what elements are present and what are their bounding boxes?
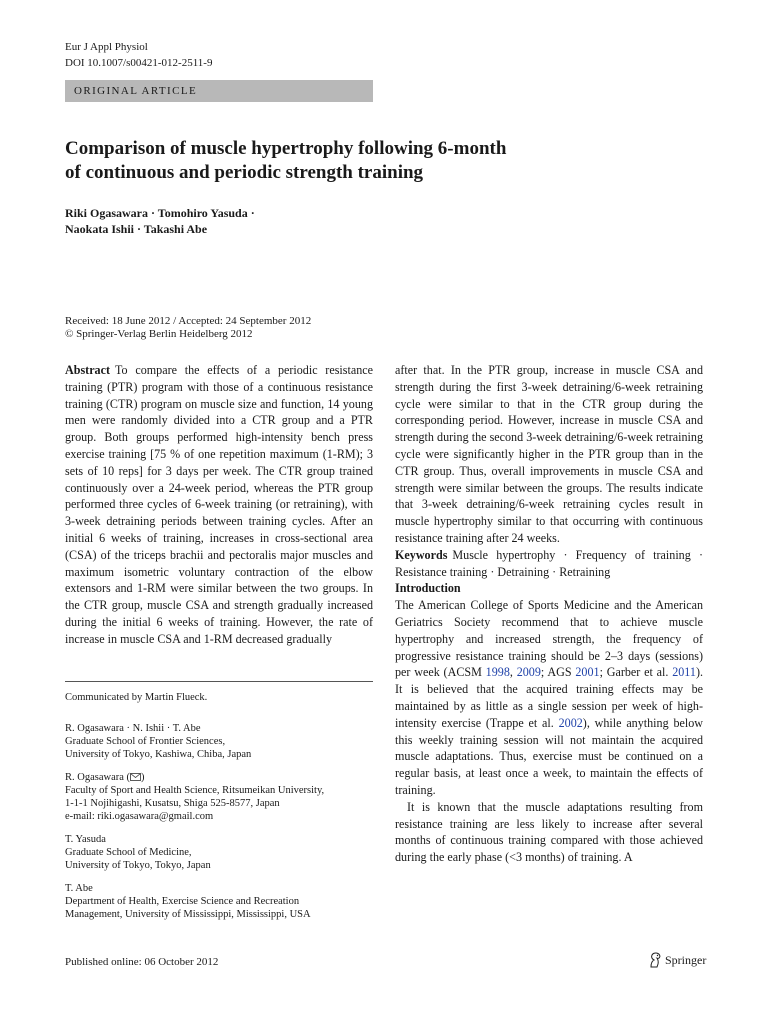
citation-link[interactable]: 1998	[485, 665, 510, 680]
keywords-text: Muscle hypertrophy · Frequency of training · Resistance training · Detraining · Retraining	[395, 547, 703, 579]
author-list	[65, 205, 465, 237]
affiliation-email: e-mail: riki.ogasawara@gmail.com	[65, 811, 214, 822]
publisher-name: Springer	[665, 953, 707, 967]
affiliation-line: University of Tokyo, Kashiwa, Chiba, Japan	[65, 749, 252, 760]
citation-link[interactable]: 2011	[672, 665, 696, 680]
affiliation-frontier-sciences	[65, 722, 385, 761]
title-line-1: Comparison of muscle hypertrophy following 6-month	[65, 138, 507, 159]
footnotes	[65, 691, 385, 931]
affiliation-names: T. Abe	[65, 883, 93, 894]
affiliation-line: Department of Health, Exercise Science and Recreation	[65, 896, 300, 907]
left-column	[65, 362, 373, 648]
citation-link[interactable]: 2002	[558, 715, 583, 730]
citation-link[interactable]: 2001	[575, 665, 600, 680]
abstract-paragraph	[65, 362, 373, 648]
authors-line-2: Naokata Ishii · Takashi Abe	[65, 222, 208, 236]
affiliation-line: Faculty of Sport and Health Science, Ritsumeikan University,	[65, 785, 325, 796]
title-line-2: of continuous and periodic strength training	[65, 162, 424, 183]
article-title	[65, 137, 625, 185]
article-type-banner: ORIGINAL ARTICLE	[65, 80, 373, 102]
affiliation-line: Graduate School of Medicine,	[65, 847, 192, 858]
abstract-continued: after that. In the PTR group, increase in muscle CSA and strength during the first 3-week detraining/6-week retraining cycle were similar to that in the CTR group during the corresponding period. However, increase in muscle CSA and strength during the second 3-week detraining/6-week retraining cycle were significantly higher in the PTR group than in the CTR group. Thus, overall improvements in muscle CSA and strength were similar between the groups. The results indicate that 3-week detraining/6-week retraining cycles result in muscle hypertrophy similar to that occurring with continuous resistance training after 24 weeks.	[395, 363, 703, 545]
copyright-notice: © Springer-Verlag Berlin Heidelberg 2012	[65, 328, 253, 340]
journal-name: Eur J Appl Physiol	[65, 41, 148, 53]
right-column	[395, 362, 703, 866]
introduction-heading: Introduction	[395, 581, 461, 596]
keywords	[395, 547, 703, 581]
received-accepted-dates: Received: 18 June 2012 / Accepted: 24 September 2012	[65, 315, 312, 327]
affiliation-ritsumeikan	[65, 771, 385, 823]
communicated-by: Communicated by Martin Flueck.	[65, 692, 208, 703]
affiliation-mississippi	[65, 882, 385, 921]
affiliation-medicine	[65, 833, 385, 872]
article-dates	[65, 315, 311, 341]
email-link[interactable]: riki.ogasawara@gmail.com	[97, 811, 214, 822]
introduction-paragraph-2: It is known that the muscle adaptations resulting from resistance training are less likely to increase after several months of continuous training compared with those achieved during the early phase (<3 months) of training. A	[395, 799, 703, 865]
keywords-label: Keywords	[395, 547, 448, 562]
affiliation-line: University of Tokyo, Tokyo, Japan	[65, 860, 211, 871]
footnote-divider	[65, 681, 373, 682]
affiliation-line: Graduate School of Frontier Sciences,	[65, 736, 226, 747]
abstract-text-left: To compare the effects of a periodic resistance training (PTR) program with those of a continuous resistance training (CTR) program on muscle size and function, 14 young men were randomly divided into a CTR group and a PTR group. Both groups performed high-intensity bench press exercise training [75 % of one repetition maximum (1-RM); 3 sets of 10 reps] for 3 days per week. The CTR group trained continuously over a 24-week period, whereas the PTR group performed three cycles of 6-week training (or retraining), with 3-week detraining periods between training cycles. After an initial 6 weeks of training, increases in cross-sectional area (CSA) of the triceps brachii and pectoralis major muscles and maximum isometric voluntary contraction of the elbow extensors and 1-RM were similar between the two groups. In the CTR group, muscle CSA and strength gradually increased during the initial 6 weeks of training. However, the rate of increase in muscle CSA and 1-RM decreased gradually	[65, 363, 373, 646]
authors-line-1: Riki Ogasawara · Tomohiro Yasuda ·	[65, 206, 255, 220]
affiliation-names: R. Ogasawara ( )	[65, 772, 145, 783]
introduction-paragraph-1: The American College of Sports Medicine and the American Geriatrics Society recommend that to achieve muscle hypertrophy and increased strength, the frequency of progressive resistance training should be 2–3 days (sessions) per week (ACSM 1998, 2009; AGS 2001; Garber et al. 2011). It is believed that the acquired training effects may be maintained by as little as a single session per week of high-intensity exercise (Trappe et al. 2002), while anything below this weekly training session will not maintain the acquired muscle adaptations. Thus, exercise must be continued on a regular basis, at least once a week, to maintain the effects of training.	[395, 598, 703, 797]
affiliation-line: Management, University of Mississippi, Mississippi, USA	[65, 909, 311, 920]
affiliation-names: T. Yasuda	[65, 834, 106, 845]
abstract-label: Abstract	[65, 363, 111, 377]
affiliation-names: R. Ogasawara · N. Ishii · T. Abe	[65, 723, 201, 734]
publication-date: Published online: 06 October 2012	[65, 956, 219, 968]
citation-link[interactable]: 2009	[516, 665, 541, 680]
springer-horse-icon	[648, 952, 662, 968]
envelope-icon	[130, 772, 141, 783]
affiliation-line: 1-1-1 Nojihigashi, Kusatsu, Shiga 525-8577, Japan	[65, 798, 280, 809]
doi: DOI 10.1007/s00421-012-2511-9	[65, 57, 213, 69]
publisher-mark	[648, 952, 706, 968]
journal-header	[65, 39, 212, 71]
